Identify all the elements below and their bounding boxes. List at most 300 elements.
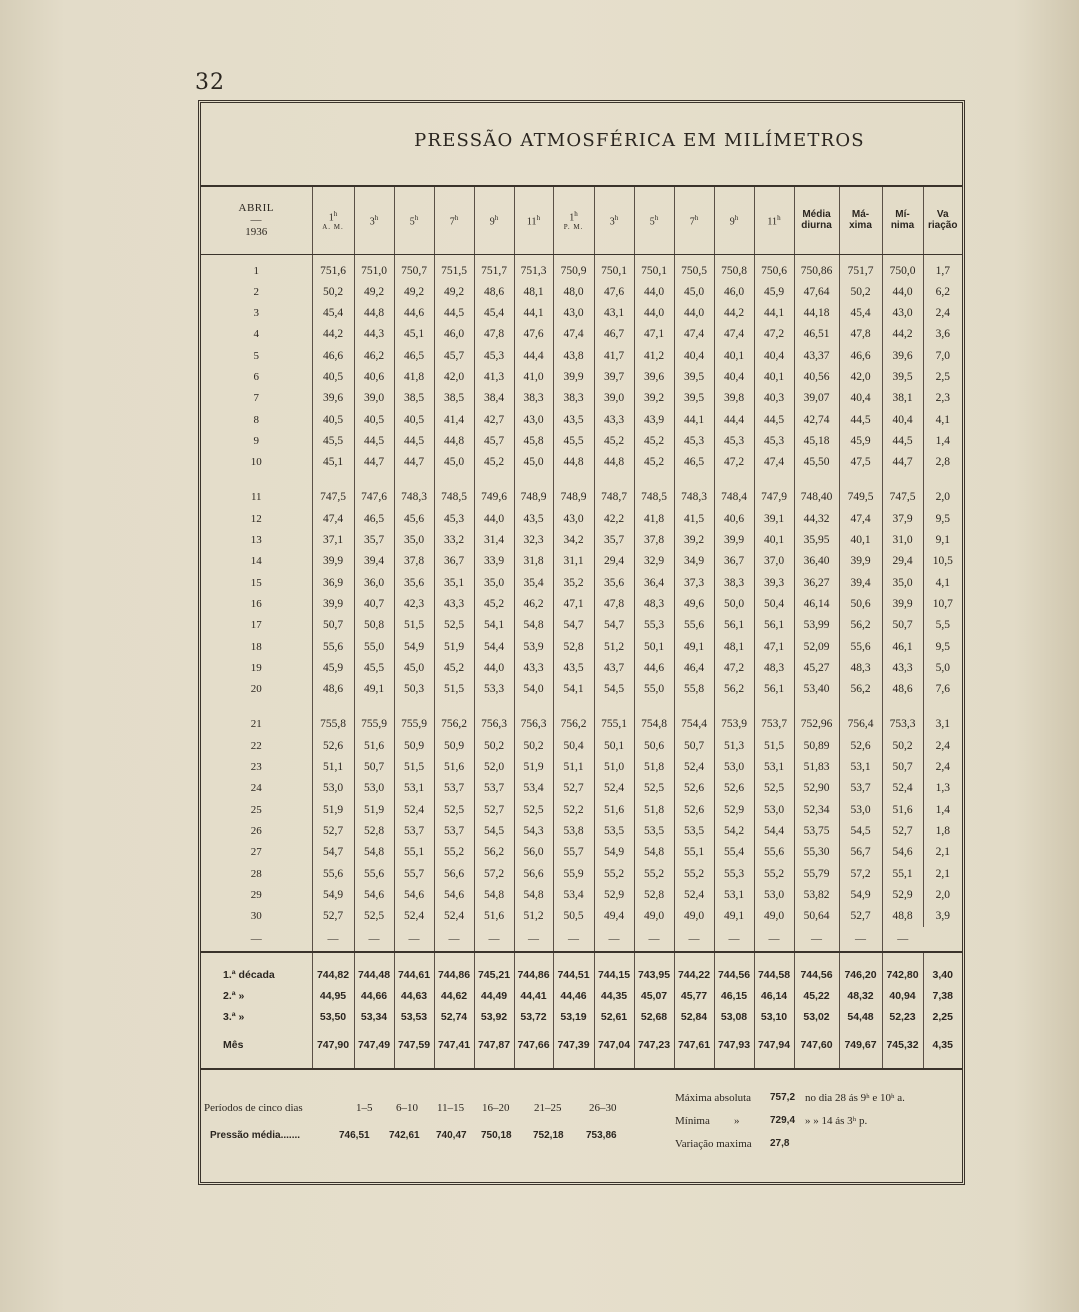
pressure-cell: 54,8 bbox=[474, 885, 514, 906]
pressure-cell: 55,30 bbox=[794, 842, 839, 863]
pressure-cell: 36,40 bbox=[794, 551, 839, 572]
day-number: 15 bbox=[250, 576, 262, 589]
pressure-cell: 53,75 bbox=[794, 821, 839, 842]
pressure-cell: 45,7 bbox=[434, 346, 474, 367]
decade-summary-row bbox=[201, 965, 962, 986]
summary-cell: 747,23 bbox=[634, 1028, 674, 1062]
pressure-cell: 55,3 bbox=[634, 615, 674, 636]
pressure-cell: 50,1 bbox=[634, 637, 674, 658]
pressure-cell: 54,4 bbox=[754, 821, 794, 842]
pressure-cell: 55,2 bbox=[754, 864, 794, 885]
pressure-cell: 54,7 bbox=[553, 615, 594, 636]
pressure-cell: 4,1 bbox=[923, 573, 962, 594]
pressure-cell: 48,3 bbox=[839, 658, 882, 679]
pressure-cell: 55,79 bbox=[794, 864, 839, 885]
spacer-row bbox=[201, 473, 962, 487]
pressure-value: 750,18 bbox=[481, 1130, 512, 1141]
pressure-cell: 55,1 bbox=[882, 864, 923, 885]
pressure-cell: 43,9 bbox=[634, 410, 674, 431]
summary-cell: 747,61 bbox=[674, 1028, 714, 1062]
pressure-cell: 57,2 bbox=[839, 864, 882, 885]
pressure-cell: 45,5 bbox=[354, 658, 394, 679]
pressure-cell: 52,5 bbox=[434, 615, 474, 636]
pressure-cell: 52,9 bbox=[714, 800, 754, 821]
day-row bbox=[201, 346, 962, 367]
pressure-cell: 43,37 bbox=[794, 346, 839, 367]
pressure-cell: 50,3 bbox=[394, 679, 434, 700]
daily-rows bbox=[201, 254, 962, 952]
pressure-cell: 50,0 bbox=[714, 594, 754, 615]
summary-cell: 744,51 bbox=[553, 965, 594, 986]
pressure-cell: 52,4 bbox=[434, 906, 474, 927]
summary-cell: 744,82 bbox=[312, 965, 354, 986]
pressure-cell: 54,1 bbox=[553, 679, 594, 700]
dash-cell: — bbox=[434, 927, 474, 952]
pressure-cell: 56,7 bbox=[839, 842, 882, 863]
summary-cell: 742,80 bbox=[882, 965, 923, 986]
day-row bbox=[201, 509, 962, 530]
pressure-cell: 31,4 bbox=[474, 530, 514, 551]
pressure-cell: 54,9 bbox=[839, 885, 882, 906]
pressure-cell: 35,1 bbox=[434, 573, 474, 594]
pressure-cell: 52,7 bbox=[312, 906, 354, 927]
month-summary-row bbox=[201, 1028, 962, 1062]
pressure-cell: 39,07 bbox=[794, 388, 839, 409]
pressure-cell: 51,5 bbox=[394, 615, 434, 636]
spacer-row bbox=[201, 1062, 962, 1069]
pressure-cell: 41,7 bbox=[594, 346, 634, 367]
pressure-cell: 4,1 bbox=[923, 410, 962, 431]
pressure-cell: 43,5 bbox=[553, 658, 594, 679]
pressure-cell: 32,9 bbox=[634, 551, 674, 572]
hour-header: 7$^h$ bbox=[674, 186, 714, 254]
pressure-cell: 50,4 bbox=[754, 594, 794, 615]
pressure-cell: 41,5 bbox=[674, 509, 714, 530]
pressure-cell: 33,2 bbox=[434, 530, 474, 551]
pressure-cell: 44,0 bbox=[474, 658, 514, 679]
pressure-cell: 45,2 bbox=[594, 431, 634, 452]
max-absolute-when: no dia 28 ás 9ʰ e 10ʰ a. bbox=[805, 1092, 905, 1104]
pressure-cell: 52,4 bbox=[674, 757, 714, 778]
pressure-cell: 52,8 bbox=[634, 885, 674, 906]
pressure-cell: 55,7 bbox=[394, 864, 434, 885]
pressure-cell: 38,3 bbox=[553, 388, 594, 409]
pressure-cell: 45,4 bbox=[312, 303, 354, 324]
pressure-cell: 756,2 bbox=[434, 714, 474, 735]
pressure-cell: 41,3 bbox=[474, 367, 514, 388]
hour-header: 7$^h$ bbox=[434, 186, 474, 254]
pressure-cell: 56,1 bbox=[754, 679, 794, 700]
pressure-cell: 35,7 bbox=[354, 530, 394, 551]
day-row bbox=[201, 282, 962, 303]
hour-header: 5$^h$ bbox=[394, 186, 434, 254]
period-item: 11–15 bbox=[437, 1102, 465, 1114]
pressure-cell: 51,9 bbox=[312, 800, 354, 821]
pressure-cell: 50,2 bbox=[839, 282, 882, 303]
pressure-cell: 53,4 bbox=[514, 778, 553, 799]
pressure-cell: 55,6 bbox=[674, 615, 714, 636]
pressure-cell: 39,6 bbox=[882, 346, 923, 367]
pressure-cell: 753,7 bbox=[754, 714, 794, 735]
summary-cell: 46,14 bbox=[754, 986, 794, 1007]
pressure-cell: 45,5 bbox=[553, 431, 594, 452]
page-number: 32 bbox=[195, 70, 225, 95]
pressure-cell: 44,4 bbox=[714, 410, 754, 431]
pressure-cell: 49,0 bbox=[674, 906, 714, 927]
day-row bbox=[201, 864, 962, 885]
day-row bbox=[201, 714, 962, 735]
pressure-cell: 756,2 bbox=[553, 714, 594, 735]
day-number: 19 bbox=[250, 661, 262, 674]
pressure-cell: 51,8 bbox=[634, 800, 674, 821]
summary-cell: 52,84 bbox=[674, 1007, 714, 1028]
pressure-cell: 39,1 bbox=[754, 509, 794, 530]
pressure-cell: 748,9 bbox=[553, 487, 594, 508]
pressure-cell: 43,1 bbox=[594, 303, 634, 324]
day-row bbox=[201, 367, 962, 388]
day-row bbox=[201, 615, 962, 636]
pressure-cell: 37,8 bbox=[394, 551, 434, 572]
summary-cell: 40,94 bbox=[882, 986, 923, 1007]
pressure-cell: 9,5 bbox=[923, 509, 962, 530]
pressure-cell: 44,2 bbox=[312, 324, 354, 345]
period-item: 16–20 bbox=[482, 1102, 510, 1114]
pressure-cell: 31,0 bbox=[882, 530, 923, 551]
hour-header: 1$^h$ A. M. bbox=[312, 186, 354, 254]
pressure-cell: 47,8 bbox=[594, 594, 634, 615]
pressure-cell: 48,1 bbox=[514, 282, 553, 303]
day-row bbox=[201, 906, 962, 927]
day-number: 2 bbox=[253, 285, 259, 298]
pressure-cell: 38,3 bbox=[514, 388, 553, 409]
pressure-cell: 54,5 bbox=[474, 821, 514, 842]
pressure-cell: 56,0 bbox=[514, 842, 553, 863]
day-number: 5 bbox=[253, 349, 259, 362]
pressure-value: 753,86 bbox=[586, 1130, 617, 1141]
pressure-cell: 46,6 bbox=[312, 346, 354, 367]
pressure-cell: 42,74 bbox=[794, 410, 839, 431]
pressure-cell: 43,0 bbox=[514, 410, 553, 431]
pressure-cell: 54,3 bbox=[514, 821, 553, 842]
pressure-cell: 39,0 bbox=[354, 388, 394, 409]
pressure-cell: 48,8 bbox=[882, 906, 923, 927]
pressure-cell: 53,1 bbox=[714, 885, 754, 906]
pressure-cell: 51,2 bbox=[514, 906, 553, 927]
pressure-cell: 1,7 bbox=[923, 261, 962, 282]
pressure-cell: 43,3 bbox=[514, 658, 553, 679]
pressure-cell: 55,2 bbox=[594, 864, 634, 885]
hour-header: 11$^h$ bbox=[754, 186, 794, 254]
pressure-cell: 45,0 bbox=[674, 282, 714, 303]
pressure-cell: 54,8 bbox=[514, 615, 553, 636]
pressure-cell: 52,7 bbox=[553, 778, 594, 799]
summary-label: 3.ª » bbox=[223, 1011, 245, 1024]
summary-cell: 747,41 bbox=[434, 1028, 474, 1062]
pressure-cell: 52,0 bbox=[474, 757, 514, 778]
pressure-cell: 52,90 bbox=[794, 778, 839, 799]
pressure-cell: 55,9 bbox=[553, 864, 594, 885]
pressure-cell: 2,4 bbox=[923, 757, 962, 778]
pressure-cell: 39,7 bbox=[594, 367, 634, 388]
dash-cell: — bbox=[474, 927, 514, 952]
day-row bbox=[201, 324, 962, 345]
pressure-value: 742,61 bbox=[389, 1130, 420, 1141]
pressure-cell: 56,2 bbox=[714, 679, 754, 700]
pressure-cell: 41,0 bbox=[514, 367, 553, 388]
dash-cell: — bbox=[553, 927, 594, 952]
min-absolute-label: Mínima bbox=[675, 1115, 710, 1127]
pressure-cell: 39,4 bbox=[839, 573, 882, 594]
pressure-cell: 43,0 bbox=[553, 509, 594, 530]
pressure-cell: 42,2 bbox=[594, 509, 634, 530]
pressure-cell: 40,5 bbox=[312, 410, 354, 431]
pressure-cell: 748,40 bbox=[794, 487, 839, 508]
pressure-cell: 3,6 bbox=[923, 324, 962, 345]
day-row bbox=[201, 658, 962, 679]
pressure-cell: 51,1 bbox=[312, 757, 354, 778]
pressure-cell: 47,4 bbox=[312, 509, 354, 530]
pressure-cell: 45,0 bbox=[394, 658, 434, 679]
summary-cell: 747,39 bbox=[553, 1028, 594, 1062]
pressure-cell: 54,7 bbox=[312, 842, 354, 863]
pressure-cell: 747,6 bbox=[354, 487, 394, 508]
pressure-cell: 44,8 bbox=[594, 452, 634, 473]
pressure-cell: 31,8 bbox=[514, 551, 553, 572]
pressure-cell: 52,8 bbox=[553, 637, 594, 658]
pressure-cell: 35,0 bbox=[474, 573, 514, 594]
day-number: 17 bbox=[250, 619, 262, 632]
pressure-cell: 53,0 bbox=[839, 800, 882, 821]
summary-cell: 744,61 bbox=[394, 965, 434, 986]
pressure-cell: 2,3 bbox=[923, 388, 962, 409]
pressure-cell: 6,2 bbox=[923, 282, 962, 303]
day-row bbox=[201, 885, 962, 906]
pressure-cell: 750,86 bbox=[794, 261, 839, 282]
pressure-cell: 53,0 bbox=[754, 885, 794, 906]
pressure-cell: 46,14 bbox=[794, 594, 839, 615]
day-row bbox=[201, 573, 962, 594]
pressure-cell: 747,5 bbox=[312, 487, 354, 508]
dash-cell: — bbox=[514, 927, 553, 952]
dash-cell: — bbox=[674, 927, 714, 952]
summary-cell: 745,21 bbox=[474, 965, 514, 986]
pressure-cell: 754,4 bbox=[674, 714, 714, 735]
pressure-cell: 1,8 bbox=[923, 821, 962, 842]
pressure-cell: 44,2 bbox=[882, 324, 923, 345]
day-number: 1 bbox=[253, 264, 259, 277]
pressure-cell: 40,3 bbox=[754, 388, 794, 409]
pressure-cell: 47,2 bbox=[714, 658, 754, 679]
pressure-cell: 56,6 bbox=[514, 864, 553, 885]
pressure-cell: 55,0 bbox=[354, 637, 394, 658]
pressure-cell: 52,6 bbox=[674, 800, 714, 821]
day-row bbox=[201, 778, 962, 799]
pressure-cell: 40,5 bbox=[312, 367, 354, 388]
pressure-cell: 44,5 bbox=[394, 431, 434, 452]
pressure-cell: 31,1 bbox=[553, 551, 594, 572]
minima-header: Mí- nima bbox=[882, 186, 923, 254]
pressure-cell: 53,1 bbox=[394, 778, 434, 799]
pressure-cell: 43,0 bbox=[553, 303, 594, 324]
summary-cell: 3,40 bbox=[923, 965, 962, 986]
dash-cell: — bbox=[634, 927, 674, 952]
pressure-cell: 44,5 bbox=[882, 431, 923, 452]
pressure-cell: 44,18 bbox=[794, 303, 839, 324]
dash-cell: — bbox=[394, 927, 434, 952]
pressure-cell: 54,6 bbox=[394, 885, 434, 906]
decade-summary-row bbox=[201, 1007, 962, 1028]
spacer-row bbox=[201, 700, 962, 714]
pressure-cell: 44,0 bbox=[882, 282, 923, 303]
day-row bbox=[201, 842, 962, 863]
pressure-cell: 56,2 bbox=[839, 679, 882, 700]
pressure-cell: 45,0 bbox=[514, 452, 553, 473]
pressure-cell: 44,0 bbox=[634, 282, 674, 303]
summary-cell: 53,92 bbox=[474, 1007, 514, 1028]
pressure-cell: 42,0 bbox=[839, 367, 882, 388]
pressure-cell: 53,4 bbox=[553, 885, 594, 906]
pressure-cell: 55,2 bbox=[434, 842, 474, 863]
pressure-cell: 50,2 bbox=[312, 282, 354, 303]
pressure-cell: 40,7 bbox=[354, 594, 394, 615]
pressure-cell: 52,5 bbox=[634, 778, 674, 799]
pressure-cell: 44,0 bbox=[474, 509, 514, 530]
pressure-cell: 35,7 bbox=[594, 530, 634, 551]
day-row bbox=[201, 388, 962, 409]
day-number: 3 bbox=[253, 307, 259, 320]
pressure-cell: 46,5 bbox=[674, 452, 714, 473]
pressure-table bbox=[201, 185, 962, 1070]
pressure-cell: 44,3 bbox=[354, 324, 394, 345]
pressure-cell: 751,6 bbox=[312, 261, 354, 282]
summary-cell: 45,22 bbox=[794, 986, 839, 1007]
periods-label: Períodos de cinco dias bbox=[204, 1102, 303, 1114]
pressure-cell: 49,1 bbox=[674, 637, 714, 658]
max-absolute-label: Máxima absoluta bbox=[675, 1092, 752, 1104]
pressure-cell: 2,1 bbox=[923, 842, 962, 863]
pressure-cell: 55,6 bbox=[354, 864, 394, 885]
pressure-cell: 45,1 bbox=[394, 324, 434, 345]
pressure-cell: 44,7 bbox=[394, 452, 434, 473]
pressure-cell: 45,4 bbox=[839, 303, 882, 324]
month-label: ABRIL bbox=[238, 202, 274, 215]
pressure-cell: 47,5 bbox=[839, 452, 882, 473]
pressure-cell: 53,7 bbox=[394, 821, 434, 842]
summary-cell: 744,56 bbox=[714, 965, 754, 986]
pressure-cell: 54,0 bbox=[514, 679, 553, 700]
summary-cell: 44,95 bbox=[312, 986, 354, 1007]
pressure-cell: 2,4 bbox=[923, 303, 962, 324]
pressure-cell: 39,9 bbox=[882, 594, 923, 615]
day-number: 11 bbox=[250, 491, 262, 504]
pressure-cell: 52,5 bbox=[514, 800, 553, 821]
pressure-cell: 44,5 bbox=[354, 431, 394, 452]
pressure-cell: 748,3 bbox=[674, 487, 714, 508]
table-title: PRESSÃO ATMOSFÉRICA EM MILÍMETROS bbox=[414, 130, 865, 151]
dash-cell: — bbox=[882, 927, 923, 952]
pressure-cell: 750,5 bbox=[674, 261, 714, 282]
pressure-cell: 52,4 bbox=[594, 778, 634, 799]
pressure-cell: 40,4 bbox=[714, 367, 754, 388]
pressure-cell: 46,7 bbox=[594, 324, 634, 345]
summary-cell: 747,87 bbox=[474, 1028, 514, 1062]
pressure-cell: 46,5 bbox=[354, 509, 394, 530]
pressure-cell: 49,2 bbox=[354, 282, 394, 303]
pressure-cell: 51,2 bbox=[594, 637, 634, 658]
pressure-cell: 42,7 bbox=[474, 410, 514, 431]
pressure-cell: 51,8 bbox=[634, 757, 674, 778]
day-number: 13 bbox=[250, 534, 262, 547]
summary-cell: 44,46 bbox=[553, 986, 594, 1007]
pressure-cell: 52,6 bbox=[714, 778, 754, 799]
pressure-cell: 54,9 bbox=[312, 885, 354, 906]
summary-cell: 744,15 bbox=[594, 965, 634, 986]
pressure-cell: 44,1 bbox=[514, 303, 553, 324]
pressure-cell: 47,4 bbox=[714, 324, 754, 345]
pressure-cell: 45,3 bbox=[674, 431, 714, 452]
day-number: 22 bbox=[250, 739, 262, 752]
pressure-cell: 753,3 bbox=[882, 714, 923, 735]
pressure-cell: 48,3 bbox=[754, 658, 794, 679]
summary-cell: 44,35 bbox=[594, 986, 634, 1007]
pressure-cell: 52,2 bbox=[553, 800, 594, 821]
summary-cell: 44,62 bbox=[434, 986, 474, 1007]
pressure-cell: 44,1 bbox=[674, 410, 714, 431]
pressure-cell: 37,8 bbox=[634, 530, 674, 551]
pressure-cell: 52,5 bbox=[434, 800, 474, 821]
day-row bbox=[201, 530, 962, 551]
summary-rows bbox=[201, 952, 962, 1069]
pressure-cell: 49,1 bbox=[354, 679, 394, 700]
pressure-cell: 748,3 bbox=[394, 487, 434, 508]
pressure-cell: 749,6 bbox=[474, 487, 514, 508]
summary-cell: 44,41 bbox=[514, 986, 553, 1007]
pressure-cell: 52,4 bbox=[882, 778, 923, 799]
pressure-cell: 45,3 bbox=[714, 431, 754, 452]
pressure-cell: 43,5 bbox=[514, 509, 553, 530]
pressure-cell: 54,1 bbox=[474, 615, 514, 636]
pressure-cell: 756,4 bbox=[839, 714, 882, 735]
pressure-cell: 1,4 bbox=[923, 800, 962, 821]
pressure-cell: 748,5 bbox=[634, 487, 674, 508]
pressure-cell: 44,6 bbox=[394, 303, 434, 324]
day-number: 21 bbox=[250, 718, 262, 731]
year-label: 1936 bbox=[245, 226, 268, 239]
summary-cell: 52,23 bbox=[882, 1007, 923, 1028]
pressure-cell: 52,34 bbox=[794, 800, 839, 821]
pressure-cell: 53,7 bbox=[434, 821, 474, 842]
pressure-cell: 35,6 bbox=[594, 573, 634, 594]
pressure-cell: 49,0 bbox=[634, 906, 674, 927]
pressure-cell: 52,7 bbox=[474, 800, 514, 821]
summary-cell: 747,49 bbox=[354, 1028, 394, 1062]
pressure-cell: 54,8 bbox=[634, 842, 674, 863]
summary-label: Mês bbox=[223, 1039, 244, 1052]
pressure-cell: 45,0 bbox=[434, 452, 474, 473]
pressure-cell: 50,6 bbox=[839, 594, 882, 615]
pressure-cell: 39,5 bbox=[882, 367, 923, 388]
pressure-cell: 46,4 bbox=[674, 658, 714, 679]
pressure-cell: 51,0 bbox=[594, 757, 634, 778]
pressure-cell: 43,5 bbox=[553, 410, 594, 431]
summary-cell: 53,53 bbox=[394, 1007, 434, 1028]
pressure-cell: 10,5 bbox=[923, 551, 962, 572]
min-absolute-when: » » 14 ás 3ʰ p. bbox=[805, 1115, 868, 1127]
pressure-cell: 46,2 bbox=[354, 346, 394, 367]
pressure-cell: 56,2 bbox=[839, 615, 882, 636]
day-row bbox=[201, 452, 962, 473]
spacer-row bbox=[201, 952, 962, 965]
